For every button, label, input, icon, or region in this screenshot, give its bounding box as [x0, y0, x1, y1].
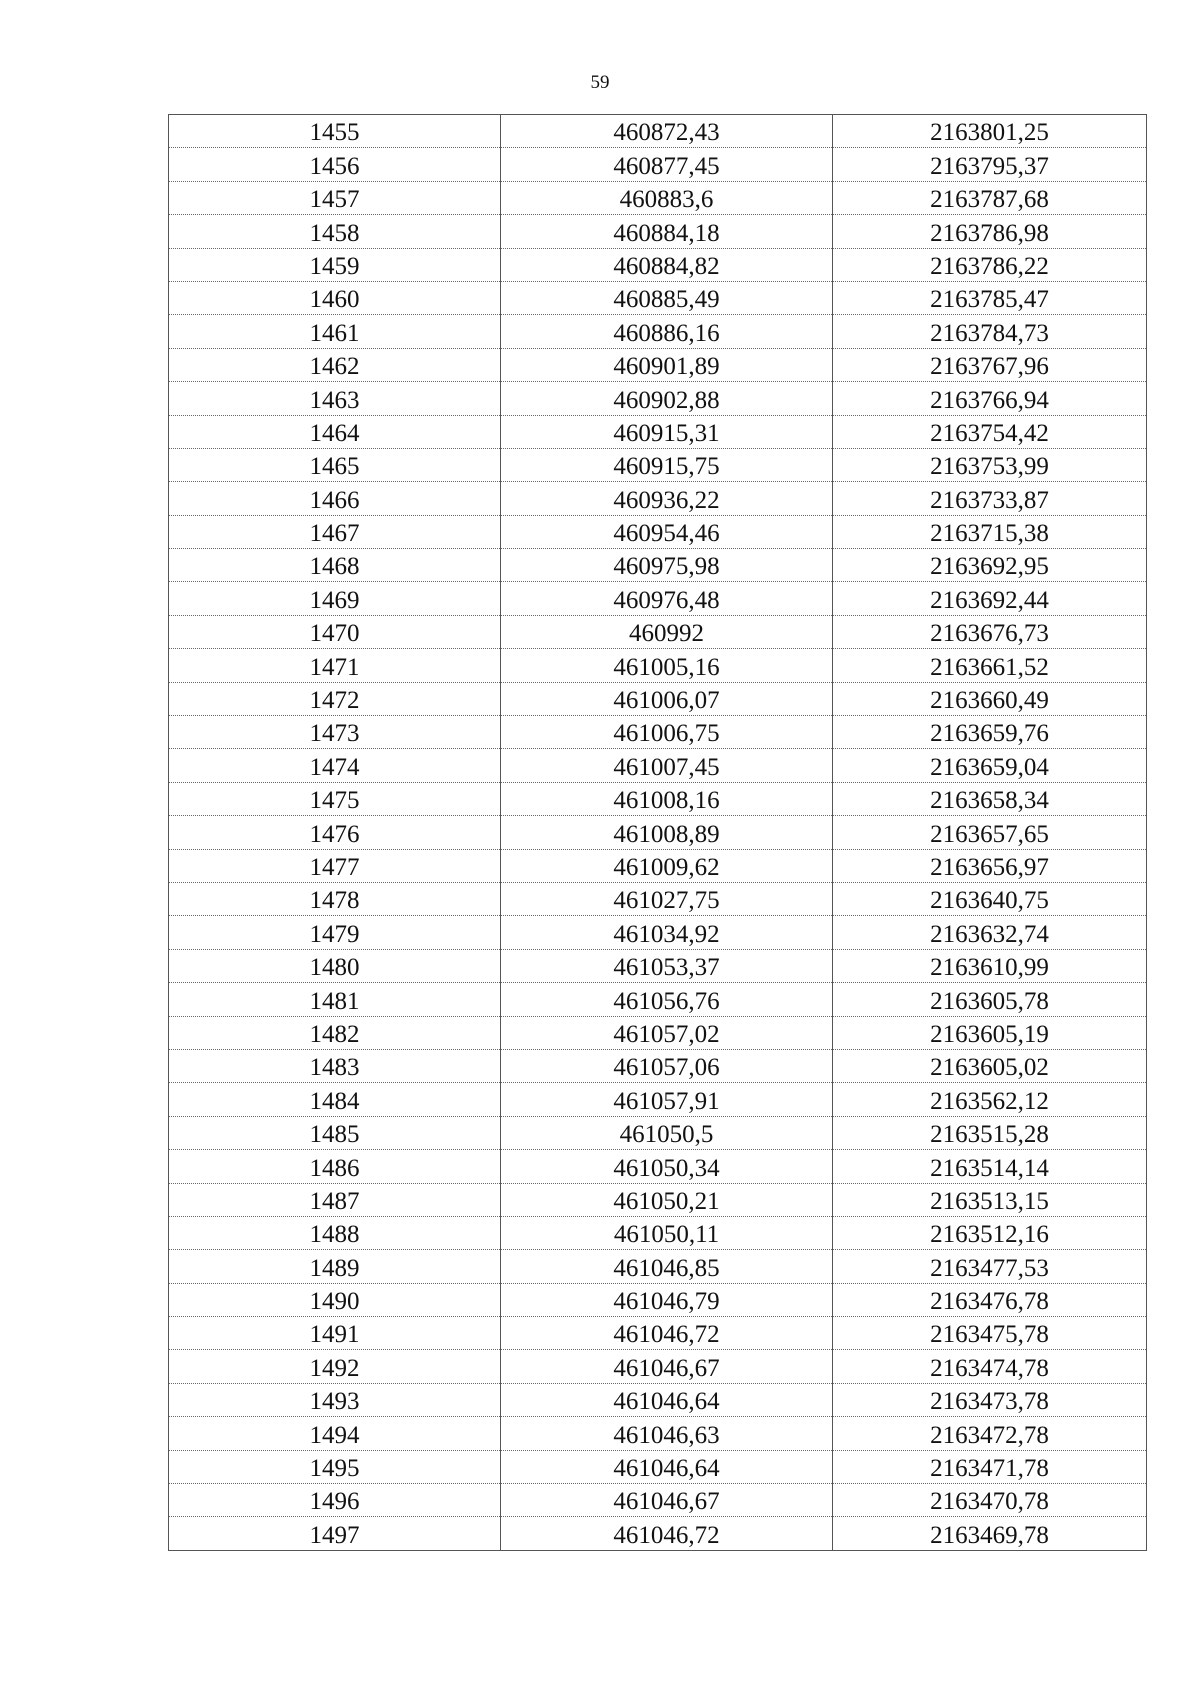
table-row — [169, 181, 1147, 214]
point-number-cell: 1455 — [169, 115, 501, 148]
table-row — [169, 382, 1147, 415]
y-coordinate-cell: 2163786,22 — [833, 248, 1147, 281]
y-coordinate-cell: 2163472,78 — [833, 1417, 1147, 1450]
y-coordinate-cell: 2163753,99 — [833, 448, 1147, 481]
x-coordinate-cell: 460877,45 — [501, 148, 833, 181]
x-coordinate-cell: 461046,72 — [501, 1517, 833, 1550]
y-coordinate-cell: 2163605,19 — [833, 1016, 1147, 1049]
table-row — [169, 1383, 1147, 1416]
point-number-cell: 1461 — [169, 315, 501, 348]
x-coordinate-cell: 460883,6 — [501, 181, 833, 214]
y-coordinate-cell: 2163474,78 — [833, 1350, 1147, 1383]
x-coordinate-cell: 460902,88 — [501, 382, 833, 415]
table-row — [169, 1049, 1147, 1082]
x-coordinate-cell: 461050,11 — [501, 1216, 833, 1249]
table-row — [169, 1250, 1147, 1283]
table-row — [169, 1283, 1147, 1316]
y-coordinate-cell: 2163475,78 — [833, 1317, 1147, 1350]
x-coordinate-cell: 461050,34 — [501, 1150, 833, 1183]
point-number-cell: 1484 — [169, 1083, 501, 1116]
table-row — [169, 448, 1147, 481]
x-coordinate-cell: 461056,76 — [501, 983, 833, 1016]
x-coordinate-cell: 461006,07 — [501, 682, 833, 715]
page-number: 59 — [590, 72, 610, 93]
y-coordinate-cell: 2163733,87 — [833, 482, 1147, 515]
table-row — [169, 1450, 1147, 1483]
point-number-cell: 1469 — [169, 582, 501, 615]
x-coordinate-cell: 460915,75 — [501, 448, 833, 481]
point-number-cell: 1483 — [169, 1049, 501, 1082]
table-row — [169, 1350, 1147, 1383]
table-row — [169, 916, 1147, 949]
y-coordinate-cell: 2163715,38 — [833, 515, 1147, 548]
y-coordinate-cell: 2163692,44 — [833, 582, 1147, 615]
x-coordinate-cell: 461046,79 — [501, 1283, 833, 1316]
x-coordinate-cell: 461046,64 — [501, 1450, 833, 1483]
point-number-cell: 1488 — [169, 1216, 501, 1249]
point-number-cell: 1479 — [169, 916, 501, 949]
table-row — [169, 482, 1147, 515]
point-number-cell: 1477 — [169, 849, 501, 882]
x-coordinate-cell: 461008,89 — [501, 816, 833, 849]
x-coordinate-cell: 461009,62 — [501, 849, 833, 882]
table-row — [169, 248, 1147, 281]
point-number-cell: 1489 — [169, 1250, 501, 1283]
x-coordinate-cell: 461057,06 — [501, 1049, 833, 1082]
y-coordinate-cell: 2163477,53 — [833, 1250, 1147, 1283]
point-number-cell: 1468 — [169, 549, 501, 582]
y-coordinate-cell: 2163632,74 — [833, 916, 1147, 949]
table-row — [169, 849, 1147, 882]
x-coordinate-cell: 461005,16 — [501, 649, 833, 682]
table-row — [169, 1016, 1147, 1049]
x-coordinate-cell: 461046,85 — [501, 1250, 833, 1283]
point-number-cell: 1496 — [169, 1484, 501, 1517]
table-row — [169, 983, 1147, 1016]
point-number-cell: 1487 — [169, 1183, 501, 1216]
y-coordinate-cell: 2163514,14 — [833, 1150, 1147, 1183]
point-number-cell: 1457 — [169, 181, 501, 214]
point-number-cell: 1492 — [169, 1350, 501, 1383]
point-number-cell: 1464 — [169, 415, 501, 448]
y-coordinate-cell: 2163659,04 — [833, 749, 1147, 782]
y-coordinate-cell: 2163657,65 — [833, 816, 1147, 849]
point-number-cell: 1474 — [169, 749, 501, 782]
x-coordinate-cell: 461007,45 — [501, 749, 833, 782]
y-coordinate-cell: 2163513,15 — [833, 1183, 1147, 1216]
point-number-cell: 1497 — [169, 1517, 501, 1550]
y-coordinate-cell: 2163640,75 — [833, 882, 1147, 915]
x-coordinate-cell: 460975,98 — [501, 549, 833, 582]
table-row — [169, 582, 1147, 615]
table-row — [169, 949, 1147, 982]
x-coordinate-cell: 461006,75 — [501, 716, 833, 749]
y-coordinate-cell: 2163605,78 — [833, 983, 1147, 1016]
y-coordinate-cell: 2163787,68 — [833, 181, 1147, 214]
x-coordinate-cell: 461046,63 — [501, 1417, 833, 1450]
x-coordinate-cell: 461050,5 — [501, 1116, 833, 1149]
table-row — [169, 1517, 1147, 1550]
table-row — [169, 1183, 1147, 1216]
table-row — [169, 1417, 1147, 1450]
x-coordinate-cell: 461050,21 — [501, 1183, 833, 1216]
y-coordinate-cell: 2163795,37 — [833, 148, 1147, 181]
y-coordinate-cell: 2163610,99 — [833, 949, 1147, 982]
x-coordinate-cell: 460915,31 — [501, 415, 833, 448]
table-row — [169, 716, 1147, 749]
table-row — [169, 782, 1147, 815]
point-number-cell: 1458 — [169, 215, 501, 248]
y-coordinate-cell: 2163656,97 — [833, 849, 1147, 882]
y-coordinate-cell: 2163692,95 — [833, 549, 1147, 582]
point-number-cell: 1493 — [169, 1383, 501, 1416]
x-coordinate-cell: 461046,67 — [501, 1350, 833, 1383]
x-coordinate-cell: 460976,48 — [501, 582, 833, 615]
point-number-cell: 1490 — [169, 1283, 501, 1316]
y-coordinate-cell: 2163754,42 — [833, 415, 1147, 448]
point-number-cell: 1463 — [169, 382, 501, 415]
y-coordinate-cell: 2163661,52 — [833, 649, 1147, 682]
x-coordinate-cell: 461046,64 — [501, 1383, 833, 1416]
point-number-cell: 1472 — [169, 682, 501, 715]
y-coordinate-cell: 2163785,47 — [833, 281, 1147, 314]
point-number-cell: 1486 — [169, 1150, 501, 1183]
coordinates-table-body — [169, 115, 1147, 1551]
table-row — [169, 1484, 1147, 1517]
table-row — [169, 348, 1147, 381]
table-row — [169, 1083, 1147, 1116]
x-coordinate-cell: 460992 — [501, 615, 833, 648]
table-row — [169, 549, 1147, 582]
x-coordinate-cell: 461053,37 — [501, 949, 833, 982]
x-coordinate-cell: 460884,82 — [501, 248, 833, 281]
x-coordinate-cell: 461027,75 — [501, 882, 833, 915]
y-coordinate-cell: 2163469,78 — [833, 1517, 1147, 1550]
x-coordinate-cell: 461057,91 — [501, 1083, 833, 1116]
point-number-cell: 1466 — [169, 482, 501, 515]
y-coordinate-cell: 2163476,78 — [833, 1283, 1147, 1316]
y-coordinate-cell: 2163470,78 — [833, 1484, 1147, 1517]
table-row — [169, 115, 1147, 148]
y-coordinate-cell: 2163801,25 — [833, 115, 1147, 148]
x-coordinate-cell: 460872,43 — [501, 115, 833, 148]
point-number-cell: 1462 — [169, 348, 501, 381]
table-row — [169, 682, 1147, 715]
table-row — [169, 816, 1147, 849]
table-row — [169, 515, 1147, 548]
y-coordinate-cell: 2163767,96 — [833, 348, 1147, 381]
point-number-cell: 1491 — [169, 1317, 501, 1350]
table-row — [169, 281, 1147, 314]
y-coordinate-cell: 2163659,76 — [833, 716, 1147, 749]
x-coordinate-cell: 461008,16 — [501, 782, 833, 815]
point-number-cell: 1482 — [169, 1016, 501, 1049]
table-row — [169, 415, 1147, 448]
point-number-cell: 1480 — [169, 949, 501, 982]
y-coordinate-cell: 2163676,73 — [833, 615, 1147, 648]
y-coordinate-cell: 2163473,78 — [833, 1383, 1147, 1416]
point-number-cell: 1476 — [169, 816, 501, 849]
point-number-cell: 1478 — [169, 882, 501, 915]
y-coordinate-cell: 2163660,49 — [833, 682, 1147, 715]
point-number-cell: 1470 — [169, 615, 501, 648]
point-number-cell: 1494 — [169, 1417, 501, 1450]
table-row — [169, 615, 1147, 648]
coordinates-table — [168, 114, 1147, 1551]
point-number-cell: 1456 — [169, 148, 501, 181]
x-coordinate-cell: 460901,89 — [501, 348, 833, 381]
x-coordinate-cell: 460885,49 — [501, 281, 833, 314]
x-coordinate-cell: 460954,46 — [501, 515, 833, 548]
x-coordinate-cell: 461057,02 — [501, 1016, 833, 1049]
table-row — [169, 649, 1147, 682]
point-number-cell: 1459 — [169, 248, 501, 281]
point-number-cell: 1467 — [169, 515, 501, 548]
point-number-cell: 1465 — [169, 448, 501, 481]
table-row — [169, 882, 1147, 915]
y-coordinate-cell: 2163562,12 — [833, 1083, 1147, 1116]
point-number-cell: 1471 — [169, 649, 501, 682]
table-row — [169, 1317, 1147, 1350]
x-coordinate-cell: 461034,92 — [501, 916, 833, 949]
y-coordinate-cell: 2163784,73 — [833, 315, 1147, 348]
point-number-cell: 1495 — [169, 1450, 501, 1483]
point-number-cell: 1481 — [169, 983, 501, 1016]
point-number-cell: 1473 — [169, 716, 501, 749]
table-row — [169, 749, 1147, 782]
point-number-cell: 1485 — [169, 1116, 501, 1149]
x-coordinate-cell: 461046,72 — [501, 1317, 833, 1350]
y-coordinate-cell: 2163605,02 — [833, 1049, 1147, 1082]
point-number-cell: 1475 — [169, 782, 501, 815]
y-coordinate-cell: 2163471,78 — [833, 1450, 1147, 1483]
table-row — [169, 1116, 1147, 1149]
x-coordinate-cell: 461046,67 — [501, 1484, 833, 1517]
y-coordinate-cell: 2163786,98 — [833, 215, 1147, 248]
table-row — [169, 215, 1147, 248]
x-coordinate-cell: 460886,16 — [501, 315, 833, 348]
table-row — [169, 1216, 1147, 1249]
x-coordinate-cell: 460884,18 — [501, 215, 833, 248]
y-coordinate-cell: 2163515,28 — [833, 1116, 1147, 1149]
table-row — [169, 315, 1147, 348]
point-number-cell: 1460 — [169, 281, 501, 314]
table-row — [169, 1150, 1147, 1183]
y-coordinate-cell: 2163512,16 — [833, 1216, 1147, 1249]
table-row — [169, 148, 1147, 181]
y-coordinate-cell: 2163658,34 — [833, 782, 1147, 815]
y-coordinate-cell: 2163766,94 — [833, 382, 1147, 415]
x-coordinate-cell: 460936,22 — [501, 482, 833, 515]
